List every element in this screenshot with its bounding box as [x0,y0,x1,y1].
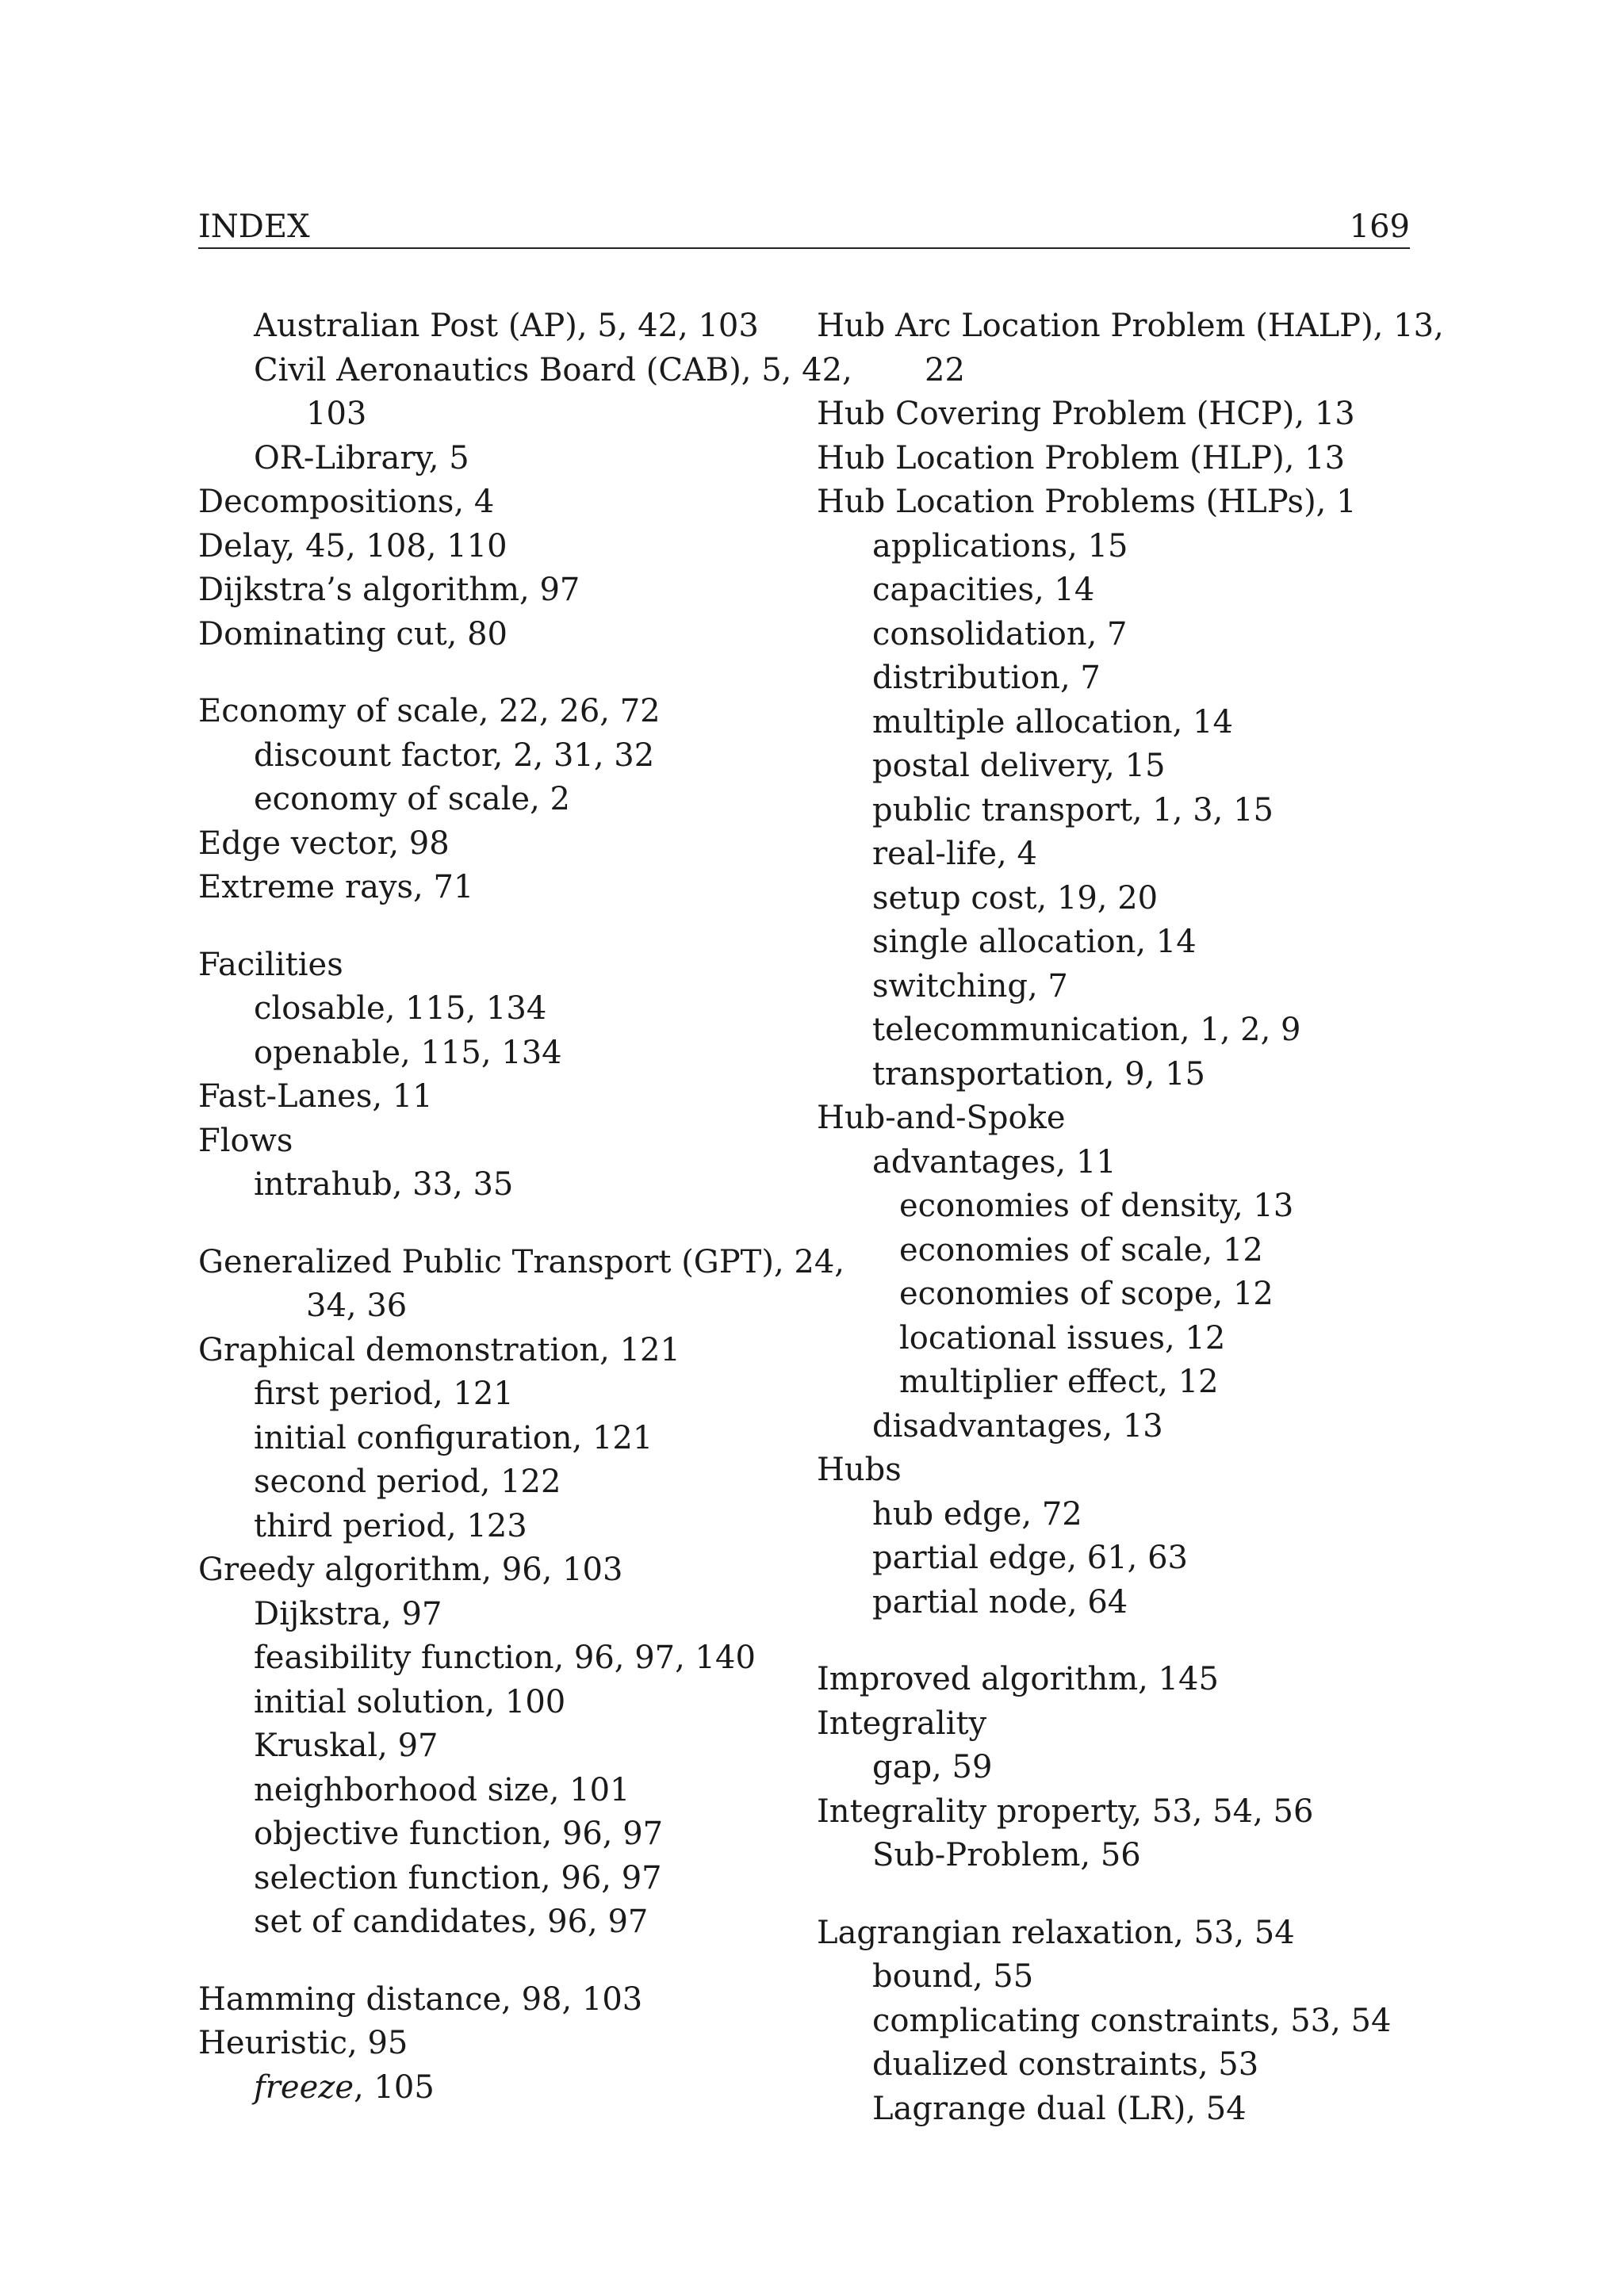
page-number: 169 [1349,209,1410,245]
index-entry: Integrality [817,1705,987,1742]
index-subentry: intrahub, 33, 35 [254,1166,514,1203]
letter-group-gap [817,1624,1419,1658]
index-subsubentry: economies of scope, 12 [899,1276,1274,1312]
index-subentry: dualized constraints, 53 [872,2046,1259,2083]
index-entry: Fast-Lanes, 11 [198,1078,433,1115]
index-entry: Integrality property, 53, 54, 56 [817,1793,1314,1830]
index-subentry: feasibility function, 96, 97, 140 [254,1640,756,1676]
index-subentry: distribution, 7 [872,660,1101,696]
index-subsubentry: locational issues, 12 [899,1319,1226,1357]
index-continuation: 22 [925,351,965,388]
index-subentry: Civil Aeronautics Board (CAB), 5, 42, [254,351,852,388]
index-subentry: first period, 121 [254,1376,514,1412]
index-subentry: selection function, 96, 97 [254,1859,662,1896]
letter-group-gap [198,910,801,943]
index-subsubentry: economies of density, 13 [899,1188,1294,1224]
index-entry: Decompositions, 4 [198,484,495,520]
index-subentry: Sub-Problem, 56 [872,1837,1141,1873]
index-entry: Lagrangian relaxation, 53, 54 [817,1914,1295,1951]
letter-group-gap [198,656,801,690]
index-subentry [198,2066,801,2110]
index-subentry: partial node, 64 [872,1583,1128,1621]
index-entry: Delay, 45, 108, 110 [198,527,508,564]
running-title: INDEX [198,209,310,245]
index-subentry: public transport, 1, 3, 15 [872,791,1274,828]
index-pages: , 105 [354,2068,435,2106]
index-continuation: 34, 36 [306,1288,408,1324]
index-subentry: Lagrange dual (LR), 54 [872,2090,1247,2127]
index-subentry: complicating constraints, 53, 54 [872,2002,1392,2039]
index-continuation: 103 [306,396,367,432]
index-entry: Hub-and-Spoke [817,1100,1066,1136]
index-subentry: disadvantages, 13 [872,1407,1163,1445]
index-entry: Extreme rays, 71 [198,869,474,905]
index-subentry: gap, 59 [872,1749,993,1785]
index-subentry: initial configuration, 121 [254,1419,653,1456]
index-subentry: second period, 122 [254,1464,561,1500]
index-subentry: postal delivery, 15 [872,748,1166,784]
index-subentry: economy of scale, 2 [254,781,570,817]
running-header [198,205,1410,249]
index-subentry: partial edge, 61, 63 [872,1540,1189,1576]
index-subentry: setup cost, 19, 20 [872,879,1159,916]
index-subentry: switching, 7 [872,967,1068,1004]
index-subentry: bound, 55 [872,1958,1034,1995]
index-subentry: neighborhood size, 101 [254,1771,630,1808]
letter-group-gap [817,1878,1419,1911]
index-subentry: third period, 123 [254,1507,527,1544]
index-subentry: openable, 115, 134 [254,1034,562,1071]
index-entry: Hub Arc Location Problem (HALP), 13, [817,308,1444,344]
index-subentry: telecommunication, 1, 2, 9 [872,1012,1301,1048]
index-subentry: capacities, 14 [872,572,1095,608]
index-subentry: real-life, 4 [872,836,1037,872]
index-entry: Hub Covering Problem (HCP), 13 [817,396,1355,432]
index-entry: Heuristic, 95 [198,2025,408,2061]
index-subentry: set of candidates, 96, 97 [254,1904,649,1940]
index-entry: Hamming distance, 98, 103 [198,1980,643,2018]
index-subentry: Kruskal, 97 [254,1728,439,1764]
index-subentry: advantages, 11 [872,1143,1116,1181]
index-subentry: single allocation, 14 [872,924,1197,960]
letter-group-gap [198,1945,801,1978]
index-entry: Economy of scale, 22, 26, 72 [198,693,661,729]
index-subentry: discount factor, 2, 31, 32 [254,737,655,774]
index-entry: Facilities [198,946,343,983]
index-subentry: Australian Post (AP), 5, 42, 103 [254,308,759,344]
letter-group-gap [198,1207,801,1241]
index-subentry: applications, 15 [872,527,1128,564]
index-subentry: transportation, 9, 15 [872,1055,1205,1093]
index-subentry: objective function, 96, 97 [254,1816,664,1852]
index-entry: Hub Location Problem (HLP), 13 [817,439,1346,476]
index-entry: Dijkstra’s algorithm, 97 [198,572,580,608]
index-subentry: consolidation, 7 [872,615,1128,652]
index-entry: Improved algorithm, 145 [817,1661,1219,1697]
index-column-left [198,304,852,2110]
index-subsubentry: economies of scale, 12 [899,1231,1263,1269]
index-column-right [817,304,1444,2131]
index-entry: Dominating cut, 80 [198,615,508,652]
index-entry: Greedy algorithm, 96, 103 [198,1552,623,1588]
index-subentry: closable, 115, 134 [254,990,547,1027]
index-subsubentry: multiplier effect, 12 [899,1364,1219,1400]
index-subentry: multiple allocation, 14 [872,703,1233,740]
index-entry: Flows [198,1122,293,1159]
index-subentry: Dijkstra, 97 [254,1595,442,1632]
index-subentry: OR-Library, 5 [254,439,469,476]
index-entry: Hub Location Problems (HLPs), 1 [817,484,1357,520]
index-entry: Edge vector, 98 [198,825,450,862]
index-entry: Graphical demonstration, 121 [198,1331,680,1368]
index-term-italic: freeze [254,2068,354,2106]
index-subentry: initial solution, 100 [254,1683,566,1720]
index-subentry: hub edge, 72 [872,1495,1082,1533]
index-entry: Hubs [817,1452,902,1488]
index-entry: Generalized Public Transport (GPT), 24, [198,1243,845,1280]
